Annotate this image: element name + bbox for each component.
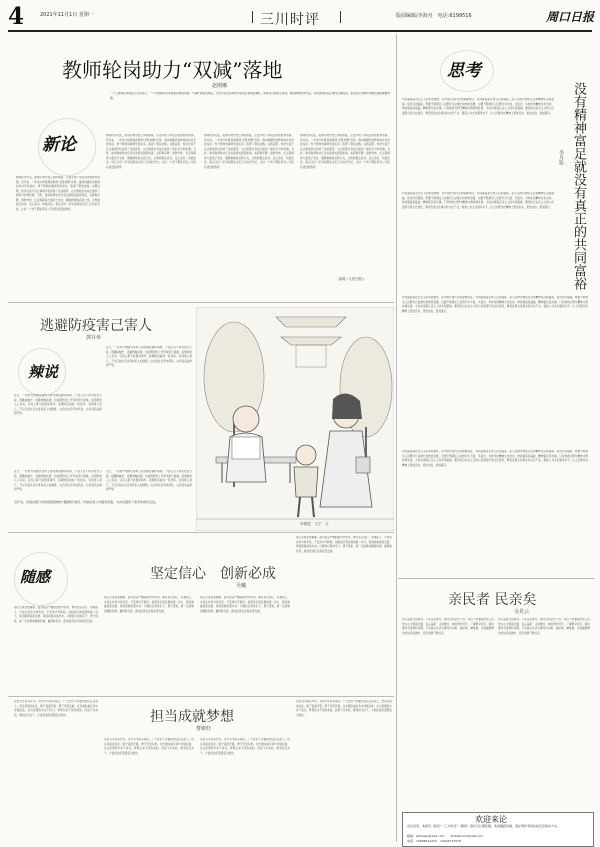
- section-divider-left: [252, 11, 253, 23]
- column-right-body-1: 共同富裕是社会主义的本质要求，是中国式现代化的重要特征。共同富裕是全体人民的富裕，是人民群众物质生活和精神生活都富裕。促进共同富裕，既要不断满足人民群众日益增长的物质需要，也要不断满足人民群众多方面、多层次、多样化的精神文化需求。物质富裕是基础，精神富足是灵魂。只有物质文明与精神文明协调发展，才能实现真正意义上的共同富裕。要坚持以社会主义核心价值观引领文化建设，繁荣发展文化事业和文化产业，提高公共文化服务水平，让人民群众在精神上更加充实、更加自信、更加富足。: [402, 98, 554, 115]
- article5-title: 亲民者 民亲矣: [448, 592, 537, 608]
- article4-body-col2: 有担当才能有作为，有作为才能有地位。广大党员干部要把责任扛在肩上，把任务落到实处，敢于直面矛盾，勇于攻坚克难，在急难险重任务中冲锋在前，在为民服务中实干担当。梦想从来不是等来的，而是干出来的，唯有担当实干，才能把美好蓝图变为现实。: [104, 738, 194, 755]
- grandfather-icon: [233, 406, 259, 432]
- header-rule: [8, 30, 592, 32]
- pagoda-roof-icon: [276, 317, 346, 327]
- article1-title: 教师轮岗助力“双减”落地: [62, 58, 283, 82]
- contact-body: 各位读者，本版刊《新论》《三川时评》《随感》等栏目长期征稿，欢迎踊跃投稿，请注明作者真实姓名及联系方式。: [407, 824, 561, 828]
- article1-body-col4: 教师轮岗交流，能够打破学校之间的壁垒，让更多孩子享受到优质教育资源。近年来，一些地方积极探索教师“县管校聘”改革，推动城镇学校教师向乡村学校流动，骨干教师向薄弱学校流动，取得了明显成效。实践证明，轮岗交流不仅让薄弱学校获得了优质师资，也为教师自身成长提供了新的平台和机遇。当然，推进教师轮岗还需完善相关配套政策，在职称评聘、绩效考核、生活保障等方面给予支持，解除教师的后顾之忧，让教师愿意流动、安心流动、积极流动，真正让每一所学校都成为家门口的好学校，让每一个孩子都能享有公平而有质量的教育。: [300, 134, 390, 169]
- contact-phone: 电话：15896541222 13525731576: [407, 839, 461, 843]
- article4-body-col3: 有担当才能有作为，有作为才能有地位。广大党员干部要把责任扛在肩上，把任务落到实处，敢于直面矛盾，勇于攻坚克难，在急难险重任务中冲锋在前，在为民服务中实干担当。梦想从来不是等来的，而是干出来的，唯有担当实干，才能把美好蓝图变为现实。: [200, 738, 290, 755]
- article2-author: 郭存举: [86, 335, 102, 341]
- article4-body-col1: 有担当才能有作为，有作为才能有地位。广大党员干部要把责任扛在肩上，把任务落到实处，敢于直面矛盾，勇于攻坚克难，在急难险重任务中冲锋在前，在为民服务中实干担当。梦想从来不是等来的，而是干出来的，唯有担当实干，才能把美好蓝图变为现实。: [14, 700, 98, 717]
- badge-feelings: 随感: [20, 568, 51, 586]
- article3-body-col3: 信心比黄金更重要。面对复杂严峻的国内外形势，唯有坚定信心、迎难而上，才能在危机中育先机、于变局中开新局。创新是引领发展的第一动力，抓创新就是抓发展，谋创新就是谋未来。只要我们保持定力、勇于探索，就一定能够把握新机遇、赢得新优势，推动经济社会高质量发展。: [200, 596, 290, 613]
- column-right-title: 没有精神富足就没有真正的共同富裕: [571, 82, 586, 290]
- illustration-credit: 李敬霞 王宁 文: [300, 522, 329, 526]
- article4-title: 担当成就梦想: [150, 709, 234, 725]
- section-title: 三川时评: [260, 12, 320, 28]
- article1-source: （原载《人民日报》）: [336, 277, 367, 281]
- article2-body-col1b: 近日，一些地方相继出现本土新冠肺炎确诊病例，个别人员不如实报告行程、隐瞒接触史、逃避核酸检测，给疫情防控工作带来很大困难。疫情防控人人有责，任何人都不能置身事外。逃避防疫看似一时侥幸，实则害人害己，不仅可能危及自身和家人的健康，也会给社会带来风险，必将受到法律的严惩。: [14, 470, 102, 491]
- page-number: 4: [8, 3, 25, 30]
- contact-title: 欢迎来论: [475, 815, 507, 824]
- article4-author: 曹新旺: [196, 726, 212, 732]
- editor-info: 版面编辑/齐海舟 电话:6199516: [396, 13, 472, 19]
- section-divider-right: [340, 11, 341, 23]
- masthead-logo: 周口日报: [546, 10, 595, 24]
- article4-body-col4: 有担当才能有作为，有作为才能有地位。广大党员干部要把责任扛在肩上，把任务落到实处，敢于直面矛盾，勇于攻坚克难，在急难险重任务中冲锋在前，在为民服务中实干担当。梦想从来不是等来的，而是干出来的，唯有担当实干，才能把美好蓝图变为现实。: [296, 700, 392, 717]
- article2-bottom-rule: [8, 532, 394, 533]
- column-right-body-2: 共同富裕是社会主义的本质要求，是中国式现代化的重要特征。共同富裕是全体人民的富裕，是人民群众物质生活和精神生活都富裕。促进共同富裕，既要不断满足人民群众日益增长的物质需要，也要不断满足人民群众多方面、多层次、多样化的精神文化需求。物质富裕是基础，精神富足是灵魂。只有物质文明与精神文明协调发展，才能实现真正意义上的共同富裕。要坚持以社会主义核心价值观引领文化建设，繁荣发展文化事业和文化产业，提高公共文化服务水平，让人民群众在精神上更加充实、更加自信、更加富足。: [402, 192, 554, 209]
- child-icon: [296, 445, 316, 465]
- article1-body-col1: 教师轮岗交流，能够打破学校之间的壁垒，让更多孩子享受到优质教育资源。近年来，一些地方积极探索教师“县管校聘”改革，推动城镇学校教师向乡村学校流动，骨干教师向薄弱学校流动，取得了明显成效。实践证明，轮岗交流不仅让薄弱学校获得了优质师资，也为教师自身成长提供了新的平台和机遇。当然，推进教师轮岗还需完善相关配套政策，在职称评聘、绩效考核、生活保障等方面给予支持，解除教师的后顾之忧，让教师愿意流动、安心流动、积极流动，真正让每一所学校都成为家门口的好学校，让每一个孩子都能享有公平而有质量的教育。: [16, 176, 100, 211]
- article2-body-col2b: 近日，一些地方相继出现本土新冠肺炎确诊病例，个别人员不如实报告行程、隐瞒接触史、逃避核酸检测，给疫情防控工作带来很大困难。疫情防控人人有责，任何人都不能置身事外。逃避防疫看似一时侥幸，实则害人害己，不仅可能危及自身和家人的健康，也会给社会带来风险，必将受到法律的严惩。: [106, 470, 192, 491]
- badge-thinking: 思考: [447, 61, 481, 81]
- article1-body-col2: 教师轮岗交流，能够打破学校之间的壁垒，让更多孩子享受到优质教育资源。近年来，一些地方积极探索教师“县管校聘”改革，推动城镇学校教师向乡村学校流动，骨干教师向薄弱学校流动，取得了明显成效。实践证明，轮岗交流不仅让薄弱学校获得了优质师资，也为教师自身成长提供了新的平台和机遇。当然，推进教师轮岗还需完善相关配套政策，在职称评聘、绩效考核、生活保障等方面给予支持，解除教师的后顾之忧，让教师愿意流动、安心流动、积极流动，真正让每一所学校都成为家门口的好学校，让每一个孩子都能享有公平而有质量的教育。: [106, 134, 196, 169]
- article3-author: 吴曦: [236, 583, 247, 589]
- article2-title: 逃避防疫害己害人: [40, 318, 152, 334]
- article5-author: 余晃云: [514, 609, 530, 615]
- article3-body-col2: 信心比黄金更重要。面对复杂严峻的国内外形势，唯有坚定信心、迎难而上，才能在危机中育先机、于变局中开新局。创新是引领发展的第一动力，抓创新就是抓发展，谋创新就是谋未来。只要我们保持定力、勇于探索，就一定能够把握新机遇、赢得新优势，推动经济社会高质量发展。: [104, 596, 194, 613]
- article3-title: 坚定信心 创新必成: [150, 566, 276, 582]
- article2-photo-note: 近年来，河南省周口市积极推进城市“微游园”建设，持续完善公共服务设施，为市民提供了更多休闲好去处。: [14, 500, 159, 504]
- issue-date: 2021年11月1日 星期一: [40, 12, 94, 18]
- article1-author: 赵刚娜: [212, 83, 228, 89]
- article5-body-col1: 民心是最大的政治。干部亲近群众，群众自然亲近干部。党员干部要始终把人民放在心中最高位置，深入基层、走进群众，倾听群众呼声，了解群众疾苦，解决群众急难愁盼问题。只有真心实意为群众办实事、做好事、解难事，才能赢得群众的信任和拥护，密切党群干群关系。: [402, 618, 494, 635]
- column-right-rule: [398, 578, 594, 579]
- illustration-grandparents-child: [196, 307, 394, 531]
- article2-body-col2: 近日，一些地方相继出现本土新冠肺炎确诊病例，个别人员不如实报告行程、隐瞒接触史、逃避核酸检测，给疫情防控工作带来很大困难。疫情防控人人有责，任何人都不能置身事外。逃避防疫看似一时侥幸，实则害人害己，不仅可能危及自身和家人的健康，也会给社会带来风险，必将受到法律的严惩。: [106, 346, 192, 367]
- badge-spicy-talk: 辣说: [28, 363, 59, 381]
- article1-lead: 一个人遇到好老师是人生的幸运，一个学校拥有好老师是民族的希望。“双减”政策落地后，学生作业负担和校外培训负担明显减轻，教育回归校园主阵地。推进教师轮岗交流，让优质师资在区域内合理流动，是促进义务教育均衡发展的重要举措。: [110, 92, 390, 100]
- contact-box: [402, 812, 594, 847]
- contact-email: 邮箱：zkrbswp@126.com zkrbsl0123@126.com: [407, 834, 484, 838]
- column-right-body-4: 共同富裕是社会主义的本质要求，是中国式现代化的重要特征。共同富裕是全体人民的富裕，是人民群众物质生活和精神生活都富裕。促进共同富裕，既要不断满足人民群众日益增长的物质需要，也要不断满足人民群众多方面、多层次、多样化的精神文化需求。物质富裕是基础，精神富足是灵魂。只有物质文明与精神文明协调发展，才能实现真正意义上的共同富裕。要坚持以社会主义核心价值观引领文化建设，繁荣发展文化事业和文化产业，提高公共文化服务水平，让人民群众在精神上更加充实、更加自信、更加富足。: [402, 450, 588, 467]
- column-right-author: 李月影: [558, 150, 564, 165]
- article3-body-col4: 信心比黄金更重要。面对复杂严峻的国内外形势，唯有坚定信心、迎难而上，才能在危机中育先机、于变局中开新局。创新是引领发展的第一动力，抓创新就是抓发展，谋创新就是谋未来。只要我们保持定力、勇于探索，就一定能够把握新机遇、赢得新优势，推动经济社会高质量发展。: [296, 536, 392, 553]
- article2-body-col1: 近日，一些地方相继出现本土新冠肺炎确诊病例，个别人员不如实报告行程、隐瞒接触史、逃避核酸检测，给疫情防控工作带来很大困难。疫情防控人人有责，任何人都不能置身事外。逃避防疫看似一时侥幸，实则害人害己，不仅可能危及自身和家人的健康，也会给社会带来风险，必将受到法律的严惩。: [14, 394, 102, 415]
- article1-bottom-rule: [8, 302, 394, 303]
- article5-body-col2: 民心是最大的政治。干部亲近群众，群众自然亲近干部。党员干部要始终把人民放在心中最高位置，深入基层、走进群众，倾听群众呼声，了解群众疾苦，解决群众急难愁盼问题。只有真心实意为群众办实事、做好事、解难事，才能赢得群众的信任和拥护，密切党群干群关系。: [498, 618, 590, 635]
- column-right-body-3: 共同富裕是社会主义的本质要求，是中国式现代化的重要特征。共同富裕是全体人民的富裕，是人民群众物质生活和精神生活都富裕。促进共同富裕，既要不断满足人民群众日益增长的物质需要，也要不断满足人民群众多方面、多层次、多样化的精神文化需求。物质富裕是基础，精神富足是灵魂。只有物质文明与精神文明协调发展，才能实现真正意义上的共同富裕。要坚持以社会主义核心价值观引领文化建设，繁荣发展文化事业和文化产业，提高公共文化服务水平，让人民群众在精神上更加充实、更加自信、更加富足。: [402, 296, 588, 313]
- article1-body-col3: 教师轮岗交流，能够打破学校之间的壁垒，让更多孩子享受到优质教育资源。近年来，一些地方积极探索教师“县管校聘”改革，推动城镇学校教师向乡村学校流动，骨干教师向薄弱学校流动，取得了明显成效。实践证明，轮岗交流不仅让薄弱学校获得了优质师资，也为教师自身成长提供了新的平台和机遇。当然，推进教师轮岗还需完善相关配套政策，在职称评聘、绩效考核、生活保障等方面给予支持，解除教师的后顾之忧，让教师愿意流动、安心流动、积极流动，真正让每一所学校都成为家门口的好学校，让每一个孩子都能享有公平而有质量的教育。: [204, 134, 294, 169]
- badge-new-commentary: 新论: [42, 135, 76, 155]
- article3-bottom-rule: [8, 696, 394, 697]
- column-divider: [396, 34, 397, 842]
- article3-body-col1: 信心比黄金更重要。面对复杂严峻的国内外形势，唯有坚定信心、迎难而上，才能在危机中育先机、于变局中开新局。创新是引领发展的第一动力，抓创新就是抓发展，谋创新就是谋未来。只要我们保持定力、勇于探索，就一定能够把握新机遇、赢得新优势，推动经济社会高质量发展。: [14, 606, 98, 623]
